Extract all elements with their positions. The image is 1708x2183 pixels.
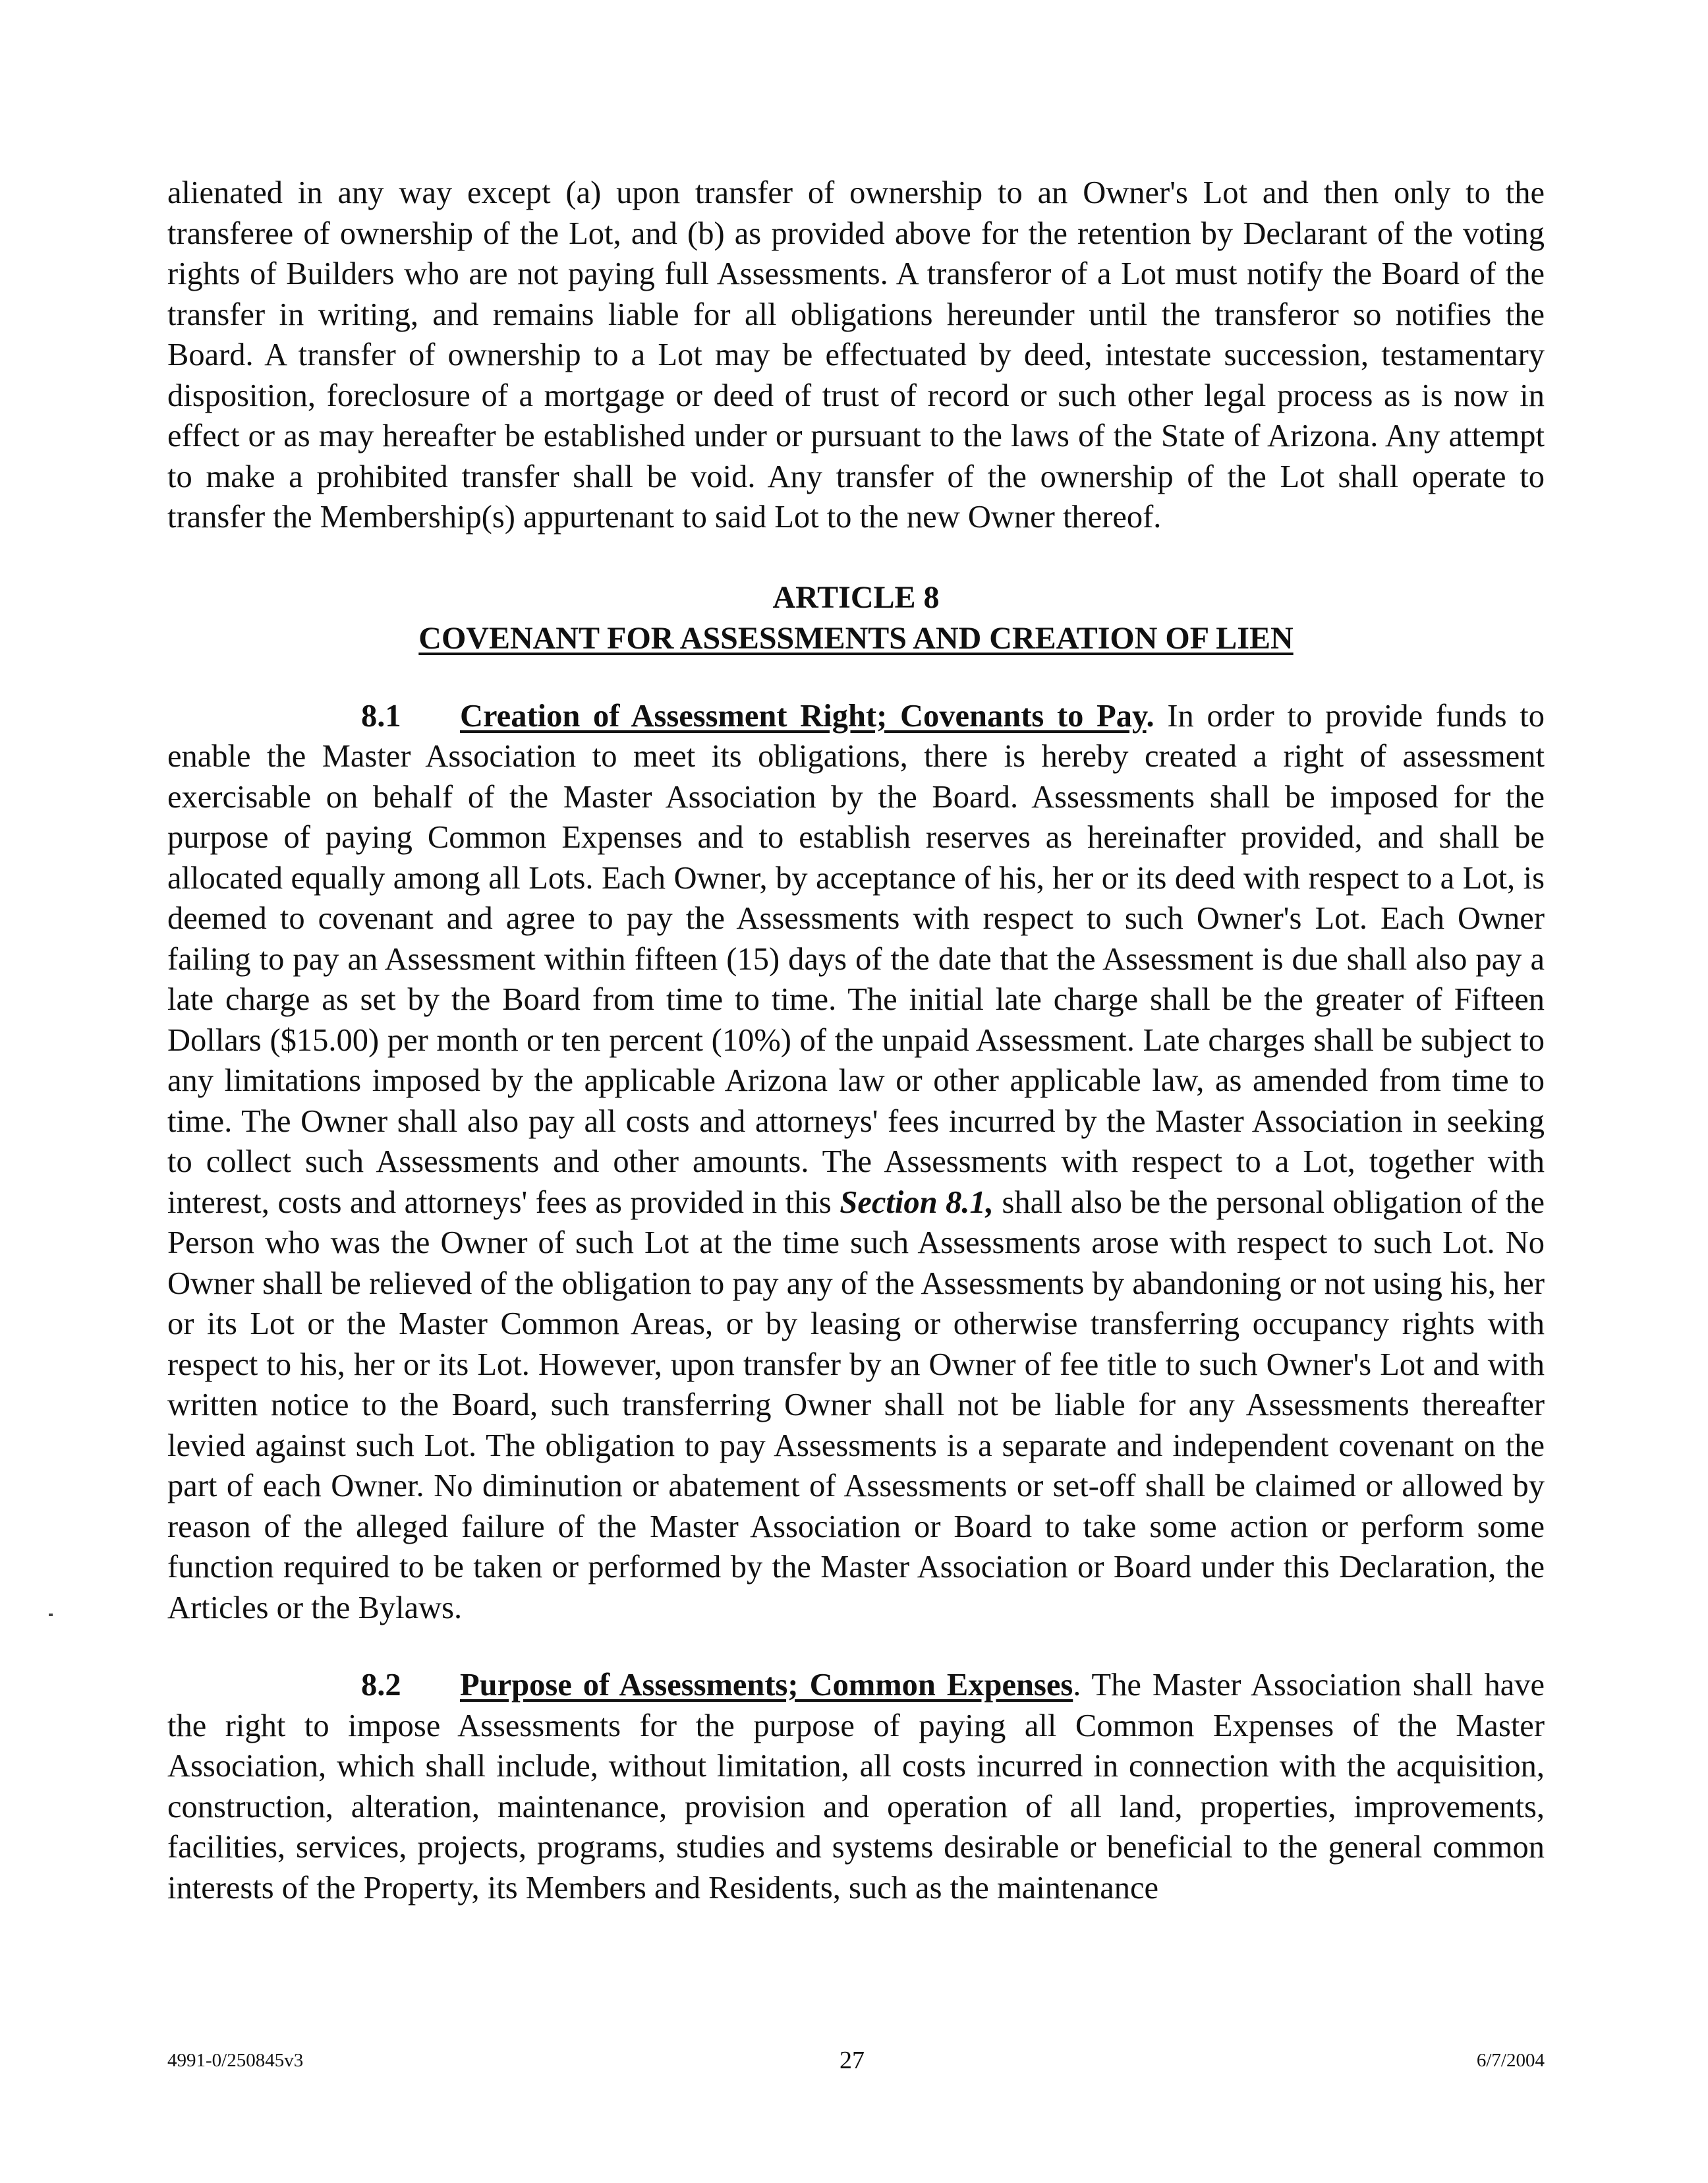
section-title: Creation of Assessment Right; Covenants to Pay xyxy=(460,698,1147,734)
section-text: In order to provide funds to enable the Master Association to meet its obligations, there is hereby created a right of assessment exercisable on behalf of the Master Association by the Board. Assessments shall be imposed for the purpose of paying Common Expenses and to establish reserves as hereinafter provided, and shall be allocated equally among all Lots. Each Owner, by acceptance of his, her or its deed with respect to a Lot, is deemed to covenant and agree to pay the Assessments with respect to such Owner's Lot. Each Owner failing to pay an Assessment within fifteen (15) days of the date that the Assessment is due shall also pay a late charge as set by the Board from time to time. The initial late charge shall be the greater of Fifteen Dollars ($15.00) per month or ten percent (10%) of the unpaid Assessment. Late charges shall be subject to any limitations imposed by the applicable Arizona law or other applicable law, as amended from time to time. The Owner shall also pay all costs and attorneys' fees incurred by the Master Association in seeking to collect such Assessments and other amounts. The Assessments with respect to a Lot, together with interest, costs and attorneys' fees as provided in this xyxy=(167,698,1545,1220)
section-text: The Master Association shall have the right to impose Assessments for the purpose of paying all Common Expenses of the Master Association, which shall include, without limitation, all costs incurred in connection with the acquisition, construction, alteration, maintenance, provision and operation of all land, properties, improvements, facilities, services, projects, programs, studies and systems desirable or beneficial to the general common interests of the Property, its Members and Residents, such as the maintenance xyxy=(167,1668,1545,1906)
footer-page-number: 27 xyxy=(840,2047,865,2074)
page-body xyxy=(167,173,1545,1908)
section-title: Purpose of Assessments; Common Expenses xyxy=(460,1668,1073,1703)
page-footer xyxy=(167,2049,1545,2081)
section-number: 8.2 xyxy=(361,1668,401,1703)
opening-paragraph: alienated in any way except (a) upon transfer of ownership to an Owner's Lot and then only to the transferee of ownership of the Lot, and (b) as provided above for the retention by Declarant of the voting rights of Builders who are not paying full Assessments. A transferor of a Lot must notify the Board of the transfer in writing, and remains liable for all obligations hereunder until the transferor so notifies the Board. A transfer of ownership to a Lot may be effectuated by deed, intestate succession, testamentary disposition, foreclosure of a mortgage or deed of trust of record or such other legal process as is now in effect or as may hereafter be established under or pursuant to the laws of the State of Arizona. Any attempt to make a prohibited transfer shall be void. Any transfer of the ownership of the Lot shall operate to transfer the Membership(s) appurtenant to said Lot to the new Owner thereof. xyxy=(167,175,1545,535)
section-text-continued: shall also be the personal obligation of the Person who was the Owner of such Lot at the time such Assessments arose with respect to such Lot. No Owner shall be relieved of the obligation to pay any of the Assessments by abandoning or not using his, her or its Lot or the Master Common Areas, or by leasing or otherwise transferring occupancy rights with respect to his, her or its Lot. However, upon transfer by an Owner of fee title to such Owner's Lot and with written notice to the Board, such transferring Owner shall not be liable for any Assessments thereafter levied against such Lot. The obligation to pay Assessments is a separate and independent covenant on the part of each Owner. No diminution or abatement of Assessments or set-off shall be claimed or allowed by reason of the alleged failure of the Master Association or Board to take some action or perform some function required to be taken or performed by the Master Association or Board under this Declaration, the Articles or the Bylaws. xyxy=(167,1184,1545,1625)
scan-speck xyxy=(49,1614,53,1616)
article-heading xyxy=(167,577,1545,659)
footer-doc-id: 4991-0/250845v3 xyxy=(167,2050,304,2071)
section-8-1: 8.1 Creation of Assessment Right; Covenants to Pay. In order to provide funds to enable the Master Association to meet its obligations, there is hereby created a right of assessment exercisable on behalf of the Master Association by the Board. Assessments shall be imposed for the purpose of paying Common Expenses and to establish reserves as hereinafter provided, and shall be allocated equally among all Lots. Each Owner, by acceptance of his, her or its deed with respect to a Lot, is deemed to covenant and agree to pay the Assessments with respect to such Owner's Lot. Each Owner failing to pay an Assessment within fifteen (15) days of the date that the Assessment is due shall also pay a late charge as set by the Board from time to time. The initial late charge shall be the greater of Fifteen Dollars ($15.00) per month or ten percent (10%) of the unpaid Assessment. Late charges shall be subject to any limitations imposed by the applicable Arizona law or other applicable law, as amended from time to time. The Owner shall also pay all costs and attorneys' fees incurred by the Master Association in seeking to collect such Assessments and other amounts. The Assessments with respect to a Lot, together with interest, costs and attorneys' fees as provided in this Section 8.1, shall also be the personal obligation of the Person who was the Owner of such Lot at the time such Assessments arose with respect to such Lot. No Owner shall be relieved of the obligation to pay any of the Assessments by abandoning or not using his, her or its Lot or the Master Common Areas, or by leasing or otherwise transferring occupancy rights with respect to his, her or its Lot. However, upon transfer by an Owner of fee title to such Owner's Lot and with written notice to the Board, such transferring Owner shall not be liable for any Assessments thereafter levied against such Lot. The obligation to pay Assessments is a separate and independent covenant on the part of each Owner. No diminution or abatement of Assessments or set-off shall be claimed or allowed by reason of the alleged failure of the Master Association or Board to take some action or perform some function required to be taken or performed by the Master Association or Board under this Declaration, the Articles or the Bylaws. xyxy=(167,696,1545,1629)
section-8-2: 8.2 Purpose of Assessments; Common Expenses. The Master Association shall have the right to impose Assessments for the purpose of paying all Common Expenses of the Master Association, which shall include, without limitation, all costs incurred in connection with the acquisition, construction, alteration, maintenance, provision and operation of all land, properties, improvements, facilities, services, projects, programs, studies and systems desirable or beneficial to the general common interests of the Property, its Members and Residents, such as the maintenance xyxy=(167,1665,1545,1908)
footer-date: 6/7/2004 xyxy=(1476,2050,1545,2071)
article-number: ARTICLE 8 xyxy=(772,579,940,615)
section-number: 8.1 xyxy=(361,698,401,734)
article-title: COVENANT FOR ASSESSMENTS AND CREATION OF LIEN xyxy=(418,620,1294,656)
section-reference: Section 8.1, xyxy=(840,1184,994,1220)
